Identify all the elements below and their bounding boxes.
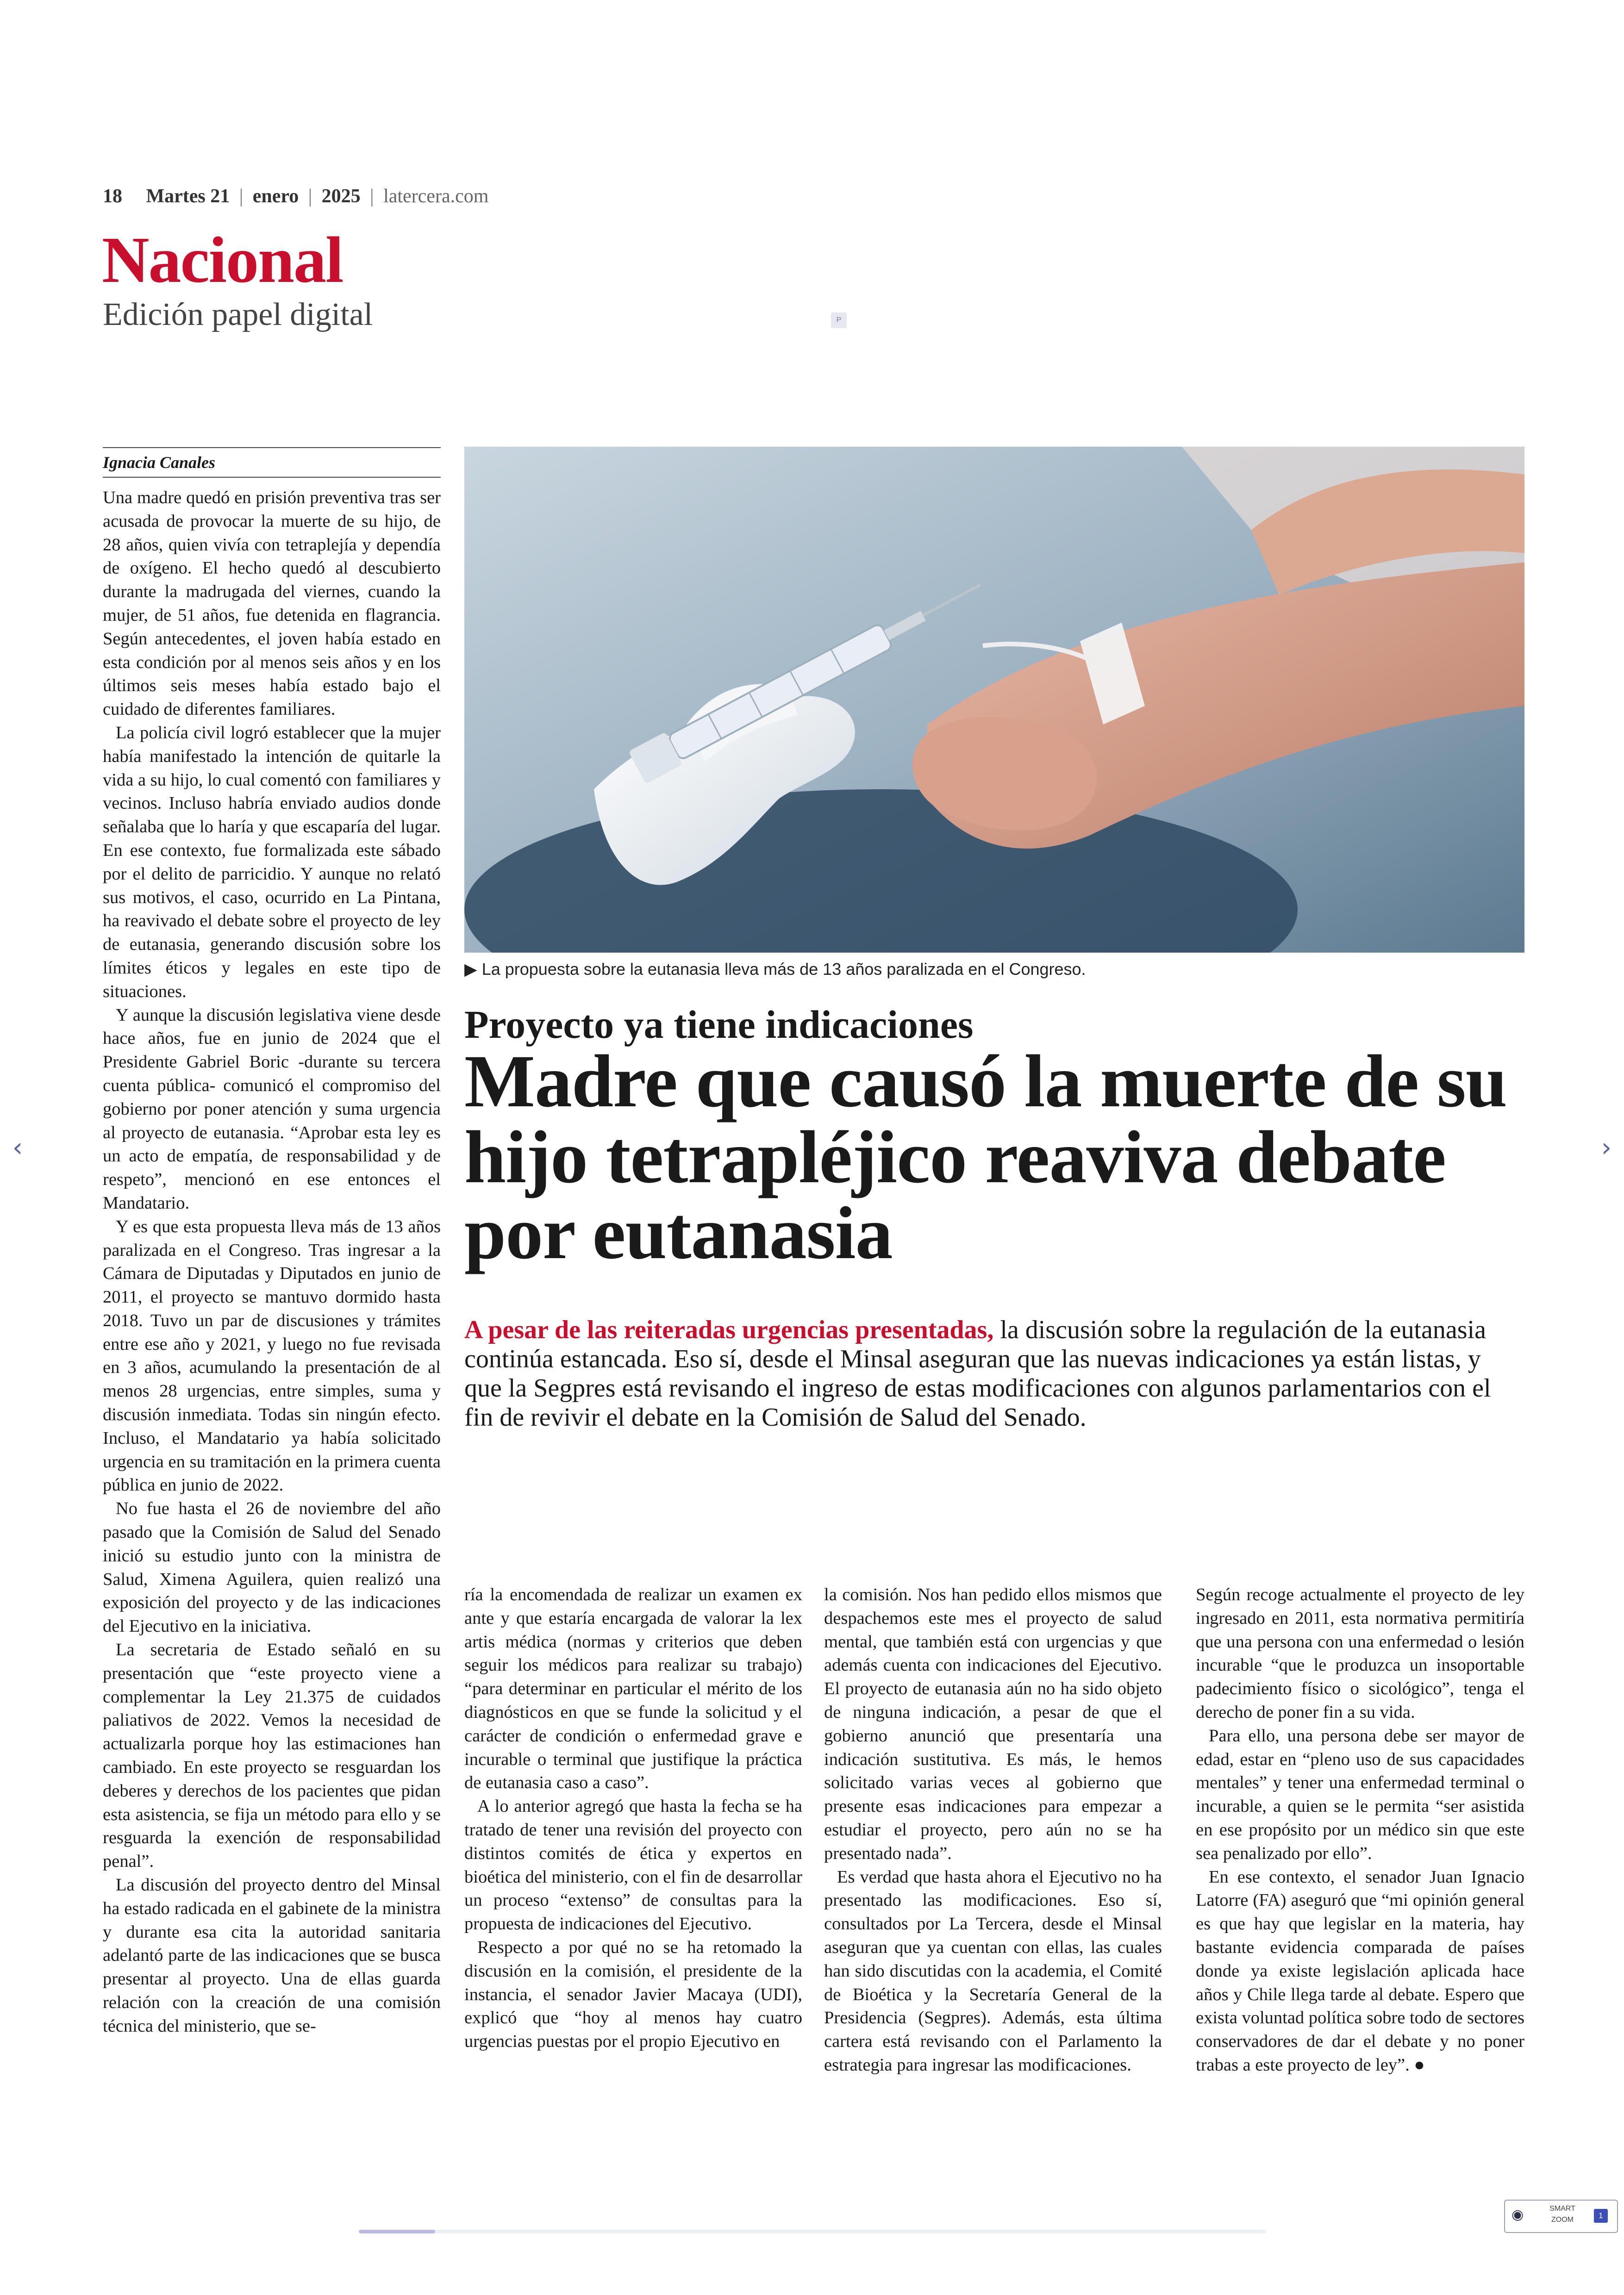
next-page-icon[interactable]: › [1601, 1133, 1612, 1163]
lead-text: la discusión sobre la regulación de la eutanasia continúa estancada. Eso sí, desde el Minsal aseguran que las nuevas indicaciones ya están listas, y que la Segpres está revisando el ingreso de estas modificaciones con algunos parlamentarios con el fin de revivir el debate en la Comisión de Salud del Senado. [464, 1316, 1491, 1432]
body-column-3 [824, 1583, 1162, 2077]
byline-rule [103, 477, 441, 478]
paragraph: Una madre quedó en prisión preventiva tras ser acusada de provocar la muerte de su hijo, de 28 años, quien vivía con tetraplejía y dependía de oxígeno. El hecho quedó al descubierto durante la madrugada del viernes, cuando la mujer, de 51 años, fue detenida en flagrancia. Según antecedentes, el joven había estado en esta condición por al menos seis años y en los últimos seis meses había estado bajo el cuidado de diferentes familiares. [103, 488, 441, 719]
folio-site: latercera.com [383, 186, 489, 207]
smart-zoom-page-badge: 1 [1594, 2209, 1608, 2223]
folio-separator [132, 186, 137, 207]
paragraph: La policía civil logró establecer que la mujer había manifestado la intención de quitarle la vida a su hijo, lo cual comentó con familiares y vecinos. Incluso habría enviado audios donde señalaba que lo haría y que escaparía del lugar. En ese contexto, fue formalizada este sábado por el delito de parricidio. Y aunque no relató sus motivos, el caso, ocurrido en La Pintana, ha reavivado el debate sobre el proyecto de ley de eutanasia, generando discusión sobre los límites éticos y legales en este tipo de situaciones. [103, 723, 441, 1001]
edition-label: Edición papel digital [103, 297, 373, 332]
page-number: 18 [103, 186, 122, 207]
smart-zoom-label [1539, 2203, 1586, 2226]
caption-text: La propuesta sobre la eutanasia lleva más de 13 años paralizada en el Congreso. [481, 960, 1086, 979]
paragraph: ría la encomendada de realizar un examen ex ante y que estaría encargada de valorar la lex artis médica (normas y criterios que deben seguir los médicos para realizar su trabajo) “para determinar en particular el mérito de los diagnósticos en que se funde la solicitud y el carácter de condición o enfermedad grave e incurable o terminal que justifique la práctica de eutanasia caso a caso”. [464, 1585, 802, 1793]
article-headline: Madre que causó la muerte de su hijo tetrapléjico reaviva debate por eutanasia [464, 1040, 1507, 1275]
paragraph: Según recoge actualmente el proyecto de ley ingresado en 2011, esta normativa permitiría que una persona con una enfermedad o lesión incurable “que le produzca un insoportable padecimiento físico o sicológico”, tenga el derecho de poner fin a su vida. [1196, 1585, 1524, 1722]
body-column-2 [464, 1583, 802, 2053]
byline-rule [103, 447, 441, 448]
smart-zoom-label-line: ZOOM [1551, 2216, 1574, 2224]
page-badge[interactable]: P [831, 312, 847, 328]
smart-zoom-label-line: SMART [1549, 2205, 1575, 2213]
paragraph: La discusión del proyecto dentro del Minsal ha estado radicada en el gabinete de la ministra y durante esa cita la autoridad sanitaria adelantó parte de las indicaciones que se busca presentar al proyecto. Una de ellas guarda relación con la creación de una comisión técnica del ministerio, que se- [103, 1875, 441, 2036]
prev-page-icon[interactable]: ‹ [12, 1133, 23, 1163]
photo-caption [464, 960, 1086, 979]
paragraph: la comisión. Nos han pedido ellos mismos que despachemos este mes el proyecto de salud mental, que también está con urgencias y que además cuenta con indicaciones del Ejecutivo. El proyecto de eutanasia aún no ha sido objeto de ninguna indicación, a pesar de que el gobierno anunció que presentaría una indicación sustitutiva. Es más, le hemos solicitado varias veces al gobierno que presente esas indicaciones para empezar a estudiar el proyecto, pero aún no se ha presentado nada”. [824, 1585, 1162, 1863]
photo-illustration [464, 447, 1524, 953]
paragraph: A lo anterior agregó que hasta la fecha se ha tratado de tener una revisión del proyecto con distintos comités de ética y expertos en bioética del ministerio, con el fin de desarrollar un proceso “extenso” de consultas para la propuesta de indicaciones del Ejecutivo. [464, 1796, 802, 1934]
page-scroll-track[interactable] [359, 2230, 1266, 2233]
folio-separator: | [308, 186, 312, 207]
article-photo[interactable] [464, 447, 1524, 953]
paragraph: Respecto a por qué no se ha retomado la discusión en la comisión, el presidente de la instancia, el senador Javier Macaya (UDI), explicó que “hoy al menos hay cuatro urgencias puestas por el propio Ejecutivo en [464, 1937, 802, 2052]
page-scroll-thumb[interactable] [359, 2230, 435, 2233]
section-title: Nacional [102, 223, 343, 296]
paragraph: Para ello, una persona debe ser mayor de edad, estar en “pleno uso de sus capacidades mentales” y tener una enfermedad terminal o incurable, a quien se le permita “ser asistida en ese propósito por un médico sin que este sea penalizado por ello”. [1196, 1726, 1524, 1863]
article-kicker: Proyecto ya tiene indicaciones [464, 1002, 974, 1047]
folio-separator: | [370, 186, 374, 207]
folio-month: enero [252, 186, 299, 207]
page-folio [103, 185, 488, 207]
paragraph: En ese contexto, el senador Juan Ignacio Latorre (FA) aseguró que “mi opinión general es que hay que legislar en la materia, hay bastante evidencia comparada de países donde ya existe legislación aplicada hace años y Chile llega tarde al debate. Espero que exista voluntad política sobre todo de sectores conservadores de dar el debate y no poner trabas a este proyecto de ley”. ● [1196, 1867, 1524, 2075]
paragraph: Y aunque la discusión legislativa viene desde hace años, fue en junio de 2024 que el Presidente Gabriel Boric -durante su tercera cuenta pública- comunicó el compromiso del gobierno por poner atención y suma urgencia al proyecto de eutanasia. “Aprobar esta ley es un acto de empatía, de responsabilidad y de respeto”, mencionó en ese entonces el Mandatario. [103, 1005, 441, 1213]
folio-separator: | [239, 186, 244, 207]
body-column-1 [103, 486, 441, 2038]
smart-zoom-button[interactable] [1504, 2200, 1618, 2233]
folio-day: Martes 21 [146, 186, 230, 207]
folio-year: 2025 [321, 186, 361, 207]
paragraph: Es verdad que hasta ahora el Ejecutivo no ha presentado las modificaciones. Eso sí, consultados por La Tercera, desde el Minsal aseguran que ya cuentan con ellas, las cuales han sido discutidas con la academia, el Comité de Bioética y la Secretaría General de la Presidencia (Segpres). Además, esta última cartera está revisando con el Parlamento la estrategia para ingresar las modificaciones. [824, 1867, 1162, 2075]
byline: Ignacia Canales [103, 453, 216, 472]
paragraph: Y es que esta propuesta lleva más de 13 años paralizada en el Congreso. Tras ingresar a la Cámara de Diputadas y Diputados en junio de 2011, el proyecto se mantuvo dormido hasta 2018. Tuvo un par de discusiones y trámites entre ese año y 2021, y luego no fue revisada en 3 años, acumulando la presentación de al menos 28 urgencias, entre simples, suma y discusión inmediata. Todas sin ningún efecto. Incluso, el Mandatario ya había solicitado urgencia en su tramitación en la primera cuenta pública en junio de 2022. [103, 1216, 441, 1495]
paragraph: La secretaria de Estado señaló en su presentación que “este proyecto viene a complementar la Ley 21.375 de cuidados paliativos de 2022. Vemos la necesidad de actualizarla porque hoy las estimaciones han cambiado. En este proyecto se resguardan los deberes y derechos de los pacientes que pidan esta asistencia, se fija un método para ello y se resguarda la exención de responsabilidad penal”. [103, 1640, 441, 1871]
body-column-4 [1196, 1583, 1524, 2077]
paragraph: No fue hasta el 26 de noviembre del año pasado que la Comisión de Salud del Senado inició su estudio junto con la ministra de Salud, Ximena Aguilera, quien realizó una exposición del proyecto y de las indicaciones del Ejecutivo en la iniciativa. [103, 1499, 441, 1636]
eye-icon: ◉ [1512, 2207, 1524, 2223]
lead-emphasis: A pesar de las reiteradas urgencias presentadas, [464, 1316, 994, 1344]
article-lead [464, 1316, 1524, 1432]
caption-marker-icon: ▶ [464, 960, 477, 979]
